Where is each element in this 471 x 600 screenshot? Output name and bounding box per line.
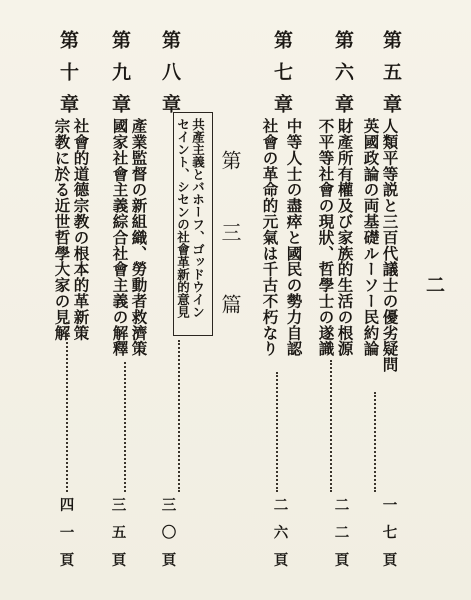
chapter-10-title-line-1: 社會的道德宗教の根本的革新策 (71, 118, 91, 341)
chapter-7-title-line-2: 社會の革命的元氣は千古不朽なり (260, 118, 280, 357)
chapter-8-label: 第八章 (159, 30, 181, 126)
chapter-10-title-line-2: 宗教に於る近世哲學大家の見解 (52, 118, 72, 341)
chapter-6-page: 二二頁 (332, 497, 350, 580)
chapter-5-page: 一七頁 (380, 497, 398, 580)
chapter-6-label: 第六章 (332, 30, 354, 126)
chapter-9-leader-dots (124, 362, 126, 492)
chapter-6-leader-dots (330, 360, 332, 492)
chapter-9-title-line-2: 國家社會主義綜合社會主義の解釋 (110, 118, 130, 357)
part-three-heading: 第 三 篇 (218, 150, 242, 328)
chapter-10-label: 第十章 (57, 30, 79, 126)
chapter-5-label: 第五章 (380, 30, 402, 126)
chapter-7-page: 二六頁 (271, 497, 289, 580)
chapter-10-leader-dots (66, 322, 68, 492)
chapter-7-label: 第七章 (271, 30, 293, 126)
chapter-9-label: 第九章 (109, 30, 131, 126)
chapter-8-leader-dots (178, 340, 180, 492)
chapter-6-title-line-2: 不平等社會の現狀、哲學士の遂識 (316, 118, 336, 357)
chapter-7-title-line-1: 中等人士の盡瘁と國民の勢力自認 (284, 118, 304, 357)
chapter-7-leader-dots (276, 372, 278, 492)
chapter-5-title-line-1: 人類平等説と三百代議士の優劣疑問 (380, 118, 400, 373)
chapter-5-title-line-2: 英國政論の両基礎ルーソー民約論 (361, 118, 381, 357)
chapter-9-page: 三五頁 (109, 497, 127, 580)
chapter-9-title-line-1: 產業監督の新組織、勞動者救濟策 (129, 118, 149, 357)
page-number: 二 (423, 275, 445, 294)
chapter-10-page: 四一頁 (57, 497, 75, 580)
chapter-8-title-line-2: セイント、シセンの社會革新的意見 (175, 118, 191, 318)
chapter-5-leader-dots (374, 392, 376, 492)
chapter-8-title-line-1: 共產主義とバホーフ、ゴッドウイン (190, 118, 206, 318)
chapter-8-page: 三〇頁 (159, 497, 177, 580)
chapter-6-title-line-1: 財產所有權及び家族的生活の根源 (335, 118, 355, 357)
